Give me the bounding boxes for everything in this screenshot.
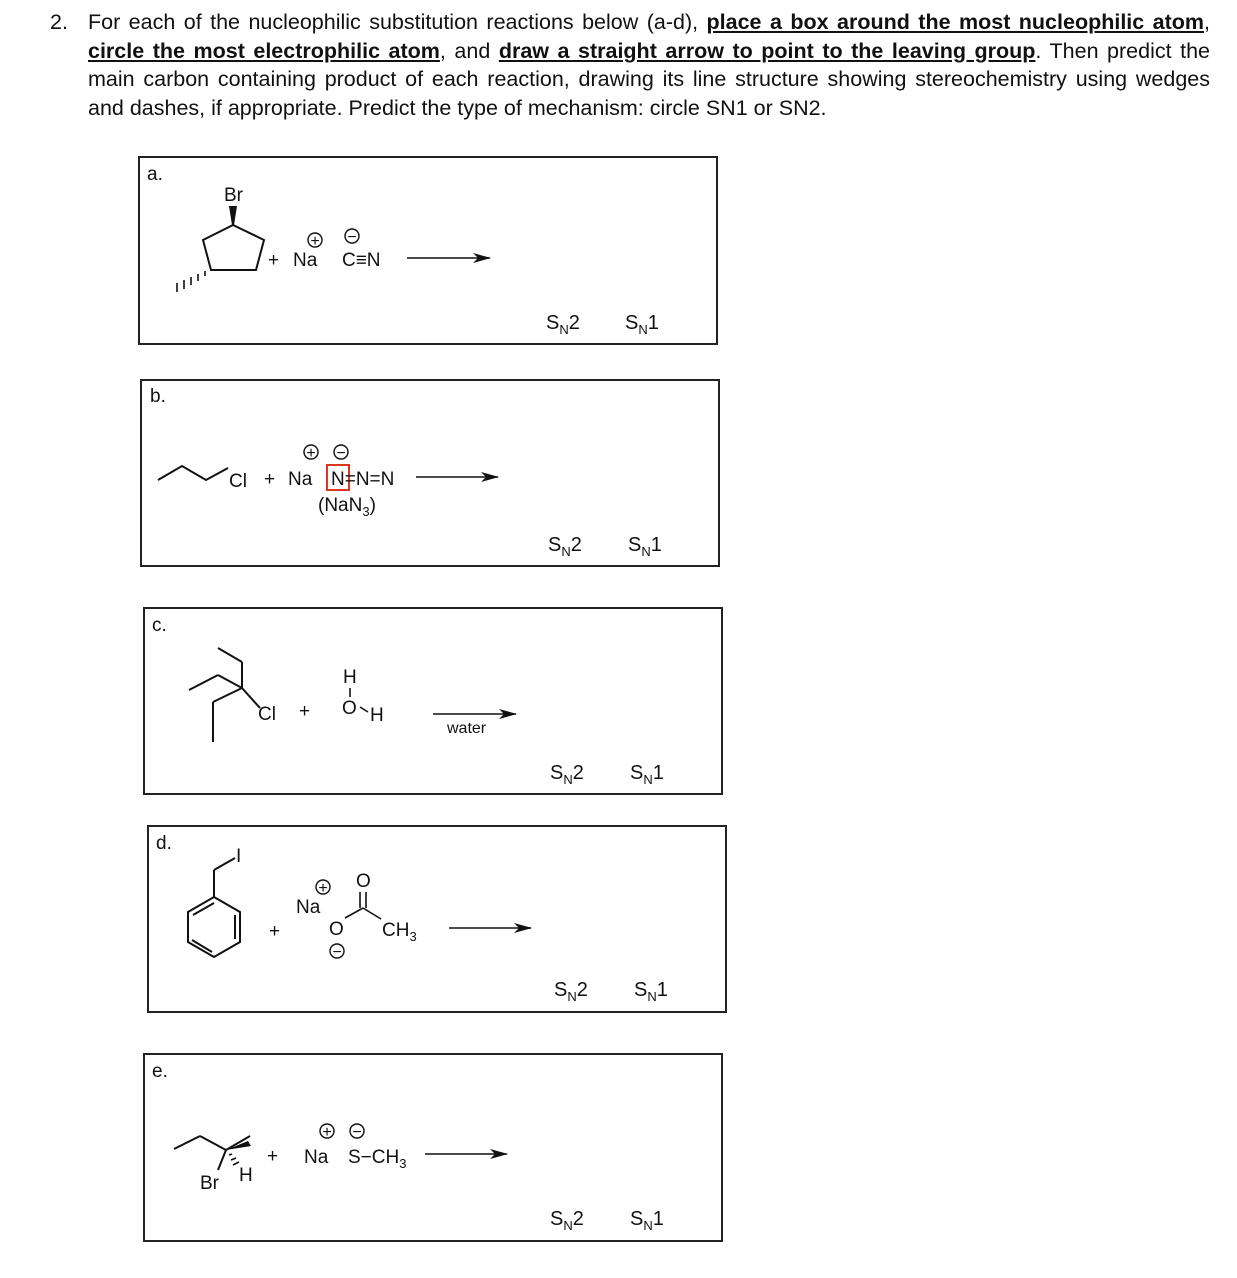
reaction-a — [147, 164, 659, 337]
methanethiolate-anion[interactable]: $S-CH_3$ — [348, 1147, 407, 1171]
dash-bond — [229, 1154, 239, 1165]
choice-sn1[interactable]: $S_N1$ — [630, 762, 664, 787]
svg-text:+: + — [310, 233, 320, 250]
cyanide-anion[interactable]: C≡N — [342, 250, 381, 271]
propyl-chain — [158, 466, 228, 480]
reaction-label: d. — [156, 833, 172, 854]
svg-text:+: + — [306, 445, 316, 462]
svg-text:−: − — [332, 944, 342, 961]
sodium-cation[interactable]: Na — [293, 250, 318, 271]
sodium-azide-formula: (NaN$_3$) — [318, 495, 376, 519]
reaction-e — [152, 1061, 664, 1233]
sodium-cation[interactable]: Na — [296, 897, 321, 918]
choice-sn2[interactable]: $S_N2$ — [546, 312, 580, 337]
oxygen-atom[interactable]: O — [342, 698, 357, 719]
choice-sn2[interactable]: $S_N2$ — [550, 762, 584, 787]
instruction-box-nucleophile: place a box around the most nucleophilic atom — [706, 10, 1205, 34]
tertiary-alkyl-skeleton — [189, 648, 260, 742]
choice-sn2[interactable]: $S_N2$ — [554, 979, 588, 1004]
reaction-c — [152, 615, 664, 787]
instruction-arrow-leaving-group: draw a straight arrow to point to the leaving group — [498, 38, 1036, 63]
sodium-cation[interactable]: Na — [304, 1147, 329, 1168]
plus-sign: + — [299, 701, 311, 722]
plus-sign: + — [264, 469, 276, 490]
bromine-atom[interactable]: Br — [224, 185, 243, 206]
choice-sn1[interactable]: $S_N1$ — [625, 312, 659, 337]
carboxylate-oxygen[interactable]: O — [329, 919, 344, 940]
reaction-label: c. — [152, 615, 167, 636]
carbonyl-oxygen[interactable]: O — [356, 871, 371, 892]
bromine-atom[interactable]: Br — [200, 1173, 219, 1194]
chlorine-atom[interactable]: Cl — [229, 471, 247, 492]
dash-bond — [177, 271, 205, 292]
choice-sn2[interactable]: $S_N2$ — [550, 1208, 584, 1233]
benzyl-skeleton — [188, 858, 240, 957]
iodine-atom[interactable]: I — [236, 846, 242, 867]
sodium-cation[interactable]: Na — [288, 469, 313, 490]
svg-text:−: − — [336, 445, 346, 462]
reaction-label: e. — [152, 1061, 168, 1082]
plus-sign: + — [269, 921, 281, 942]
reaction-label: a. — [147, 164, 163, 185]
hydrogen-atom[interactable]: H — [343, 667, 357, 688]
question-number: 2. — [50, 10, 68, 34]
hydrogen-atom[interactable]: H — [239, 1165, 253, 1186]
svg-text:+: + — [318, 880, 328, 897]
reaction-condition: water — [447, 720, 487, 737]
reaction-label: b. — [150, 386, 166, 407]
question-text: For each of the nucleophilic substitution reactions below (a-d), place a box around the most nucleophilic atom, circle the most electrophilic atom, and draw a straight arrow to point to the leaving group. Then predict the main carbon containing product of each reaction, drawing its line structure showing stereochemistry using wedges and dashes, if appropriate. Predict the type of mechanism: circle SN1 or SN2. — [88, 10, 1211, 120]
cyclopentane-ring — [203, 225, 264, 270]
svg-text:−: − — [352, 1124, 362, 1141]
azide-anion[interactable]: N=N=N — [331, 469, 395, 490]
hydrogen-atom-2[interactable]: H — [370, 705, 384, 726]
choice-sn1[interactable]: $S_N1$ — [630, 1208, 664, 1233]
choice-sn2[interactable]: $S_N2$ — [548, 534, 582, 559]
instruction-circle-electrophile: circle the most electrophilic atom — [88, 38, 440, 63]
choice-sn1[interactable]: $S_N1$ — [634, 979, 668, 1004]
plus-sign: + — [267, 1146, 279, 1167]
reaction-b — [150, 386, 662, 559]
svg-text:+: + — [322, 1124, 332, 1141]
plus-sign: + — [268, 250, 280, 271]
reaction-d — [156, 833, 668, 1004]
wedge-bond — [229, 206, 237, 225]
svg-text:−: − — [347, 229, 357, 246]
chlorine-atom[interactable]: Cl — [258, 704, 276, 725]
choice-sn1[interactable]: $S_N1$ — [628, 534, 662, 559]
methyl-group[interactable]: $CH_3$ — [382, 920, 417, 944]
